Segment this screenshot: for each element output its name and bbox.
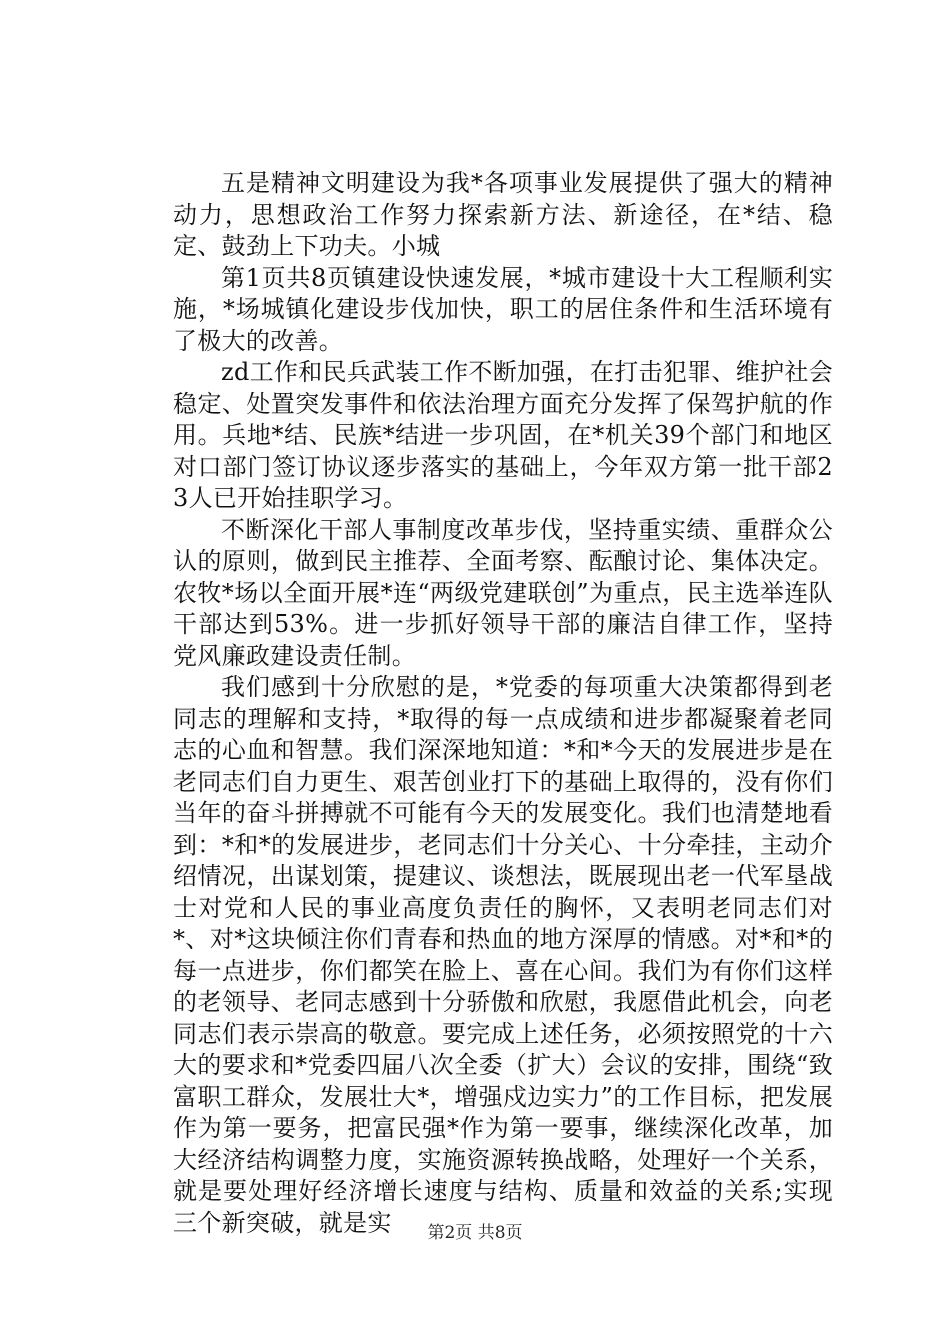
page-number-footer: 第2页 共8页 (427, 1223, 523, 1243)
paragraph-personnel-reform: 不断深化干部人事制度改革步伐，坚持重实绩、重群众公认的原则，做到民主推荐、全面考察、酝酿讨论、集体决定。农牧*场以全面开展*连“两级党建联创”为重点，民主选举连队干部达到53%。进一步抓好领导干部的廉洁自律工作，坚持党风廉政建设责任制。 (173, 515, 833, 670)
paragraph-veteran-comrades: 我们感到十分欣慰的是，*党委的每项重大决策都得到老同志的理解和支持，*取得的每一点成绩和进步都凝聚着老同志的心血和智慧。我们深深地知道：*和*今天的发展进步是在老同志们自力更生、艰苦创业打下的基础上取得的，没有你们当年的奋斗拼搏就不可能有今天的发展变化。我们也清楚地看到：*和*的发展进步，老同志们十分关心、十分牵挂，主动介绍情况，出谋划策，提建议、谈想法，既展现出老一代军垦战士对党和人民的事业高度负责任的胸怀，又表明老同志们对*、对*这块倾注你们青春和热血的地方深厚的情感。对*和*的每一点进步，你们都笑在脸上、喜在心间。我们为有你们这样的老领导、老同志感到十分骄傲和欣慰，我愿借此机会，向老同志们表示崇高的敬意。要完成上述任务，必须按照党的十六大的要求和*党委四届八次全委（扩大）会议的安排，围绕“致富职工群众，发展壮大*，增强戍边实力”的工作目标，把发展作为第一要务，把富民强*作为第一要事，继续深化改革，加大经济结构调整力度，实施资源转换战略，处理好一个关系，就是要处理好经济增长速度与结构、质量和效益的关系;实现三个新突破，就是实 (173, 673, 833, 1237)
document-body (173, 168, 833, 1239)
paragraph-militia-work: zd工作和民兵武装工作不断加强，在打击犯罪、维护社会稳定、处置突发事件和依法治理方面充分发挥了保驾护航的作用。兵地*结、民族*结进一步巩固，在*机关39个部门和地区对口部门签订协议逐步落实的基础上，今年双方第一批干部23人已开始挂职学习。 (173, 358, 833, 512)
paragraph-spiritual-civilization: 五是精神文明建设为我*各项事业发展提供了强大的精神动力，思想政治工作努力探索新方法、新途径，在*结、稳定、鼓劲上下功夫。小城 (173, 169, 833, 260)
paragraph-town-construction: 第1页共8页镇建设快速发展，*城市建设十大工程顺利实施，*场城镇化建设步伐加快，职工的居住条件和生活环境有了极大的改善。 (173, 263, 833, 355)
